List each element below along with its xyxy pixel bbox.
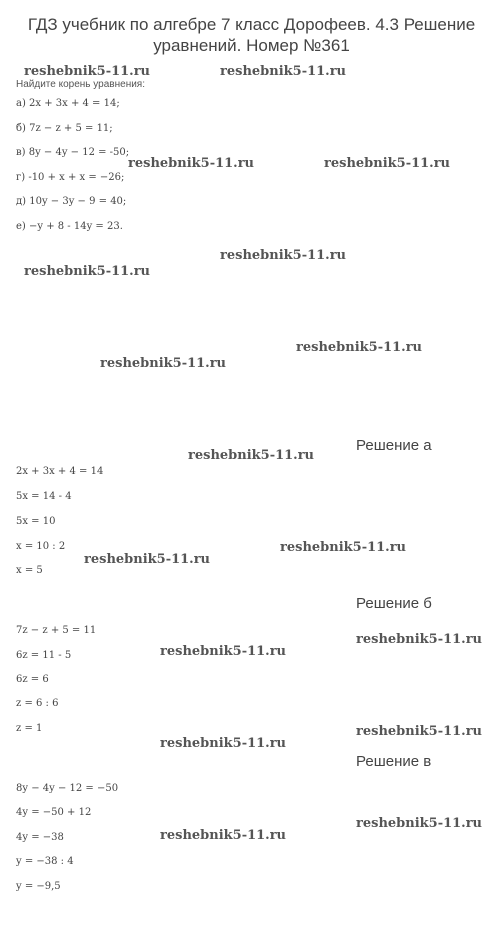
solution-step: 5x = 14 - 4	[16, 491, 72, 502]
watermark: reshebnik5-11.ru	[188, 448, 315, 463]
solution-step: 7z − z + 5 = 11	[16, 625, 97, 636]
watermark: reshebnik5-11.ru	[160, 644, 287, 659]
task-item: в) 8y − 4y − 12 = -50;	[16, 147, 130, 158]
watermark: reshebnik5-11.ru	[324, 156, 451, 171]
task-item: д) 10y − 3y − 9 = 40;	[16, 196, 127, 207]
solution-step: 4y = −38	[16, 832, 64, 843]
task-item: г) -10 + x + x = −26;	[16, 172, 125, 183]
solution-b-heading: Решение б	[356, 595, 432, 612]
solution-step: x = 10 : 2	[16, 541, 66, 552]
watermark: reshebnik5-11.ru	[160, 828, 287, 843]
watermark: reshebnik5-11.ru	[356, 816, 483, 831]
solution-step: y = −9,5	[16, 881, 61, 892]
solution-step: 6z = 6	[16, 674, 49, 685]
page-title-line-1: ГДЗ учебник по алгебре 7 класс Дорофеев. 4.3 Решение	[27, 15, 476, 34]
solution-step: 4y = −50 + 12	[16, 807, 92, 818]
watermark: reshebnik5-11.ru	[356, 632, 483, 647]
watermark: reshebnik5-11.ru	[296, 340, 423, 355]
solution-step: z = 1	[16, 723, 43, 734]
solution-step: 2x + 3x + 4 = 14	[16, 466, 104, 477]
watermark: reshebnik5-11.ru	[84, 552, 211, 567]
solution-step: 8y − 4y − 12 = −50	[16, 783, 119, 794]
watermark: reshebnik5-11.ru	[356, 724, 483, 739]
watermark: reshebnik5-11.ru	[220, 248, 347, 263]
watermark: reshebnik5-11.ru	[24, 264, 151, 279]
solution-step: 6z = 11 - 5	[16, 650, 72, 661]
watermark: reshebnik5-11.ru	[280, 540, 407, 555]
watermark: reshebnik5-11.ru	[160, 736, 287, 751]
task-item: а) 2x + 3x + 4 = 14;	[16, 98, 120, 109]
page-title-line-2: уравнений. Номер №361	[153, 36, 350, 55]
watermark: reshebnik5-11.ru	[220, 64, 347, 79]
solution-step: z = 6 : 6	[16, 698, 59, 709]
page-title	[0, 14, 503, 56]
task-prompt: Найдите корень уравнения:	[16, 79, 145, 90]
task-item: б) 7z − z + 5 = 11;	[16, 123, 113, 134]
watermark: reshebnik5-11.ru	[24, 64, 151, 79]
solution-step: y = −38 : 4	[16, 856, 74, 867]
solution-step: x = 5	[16, 565, 43, 576]
watermark: reshebnik5-11.ru	[100, 356, 227, 371]
watermark: reshebnik5-11.ru	[128, 156, 255, 171]
task-item: е) −y + 8 - 14y = 23.	[16, 221, 123, 232]
solution-a-heading: Решение а	[356, 437, 432, 454]
solution-step: 5x = 10	[16, 516, 56, 527]
solution-c-heading: Решение в	[356, 753, 432, 770]
